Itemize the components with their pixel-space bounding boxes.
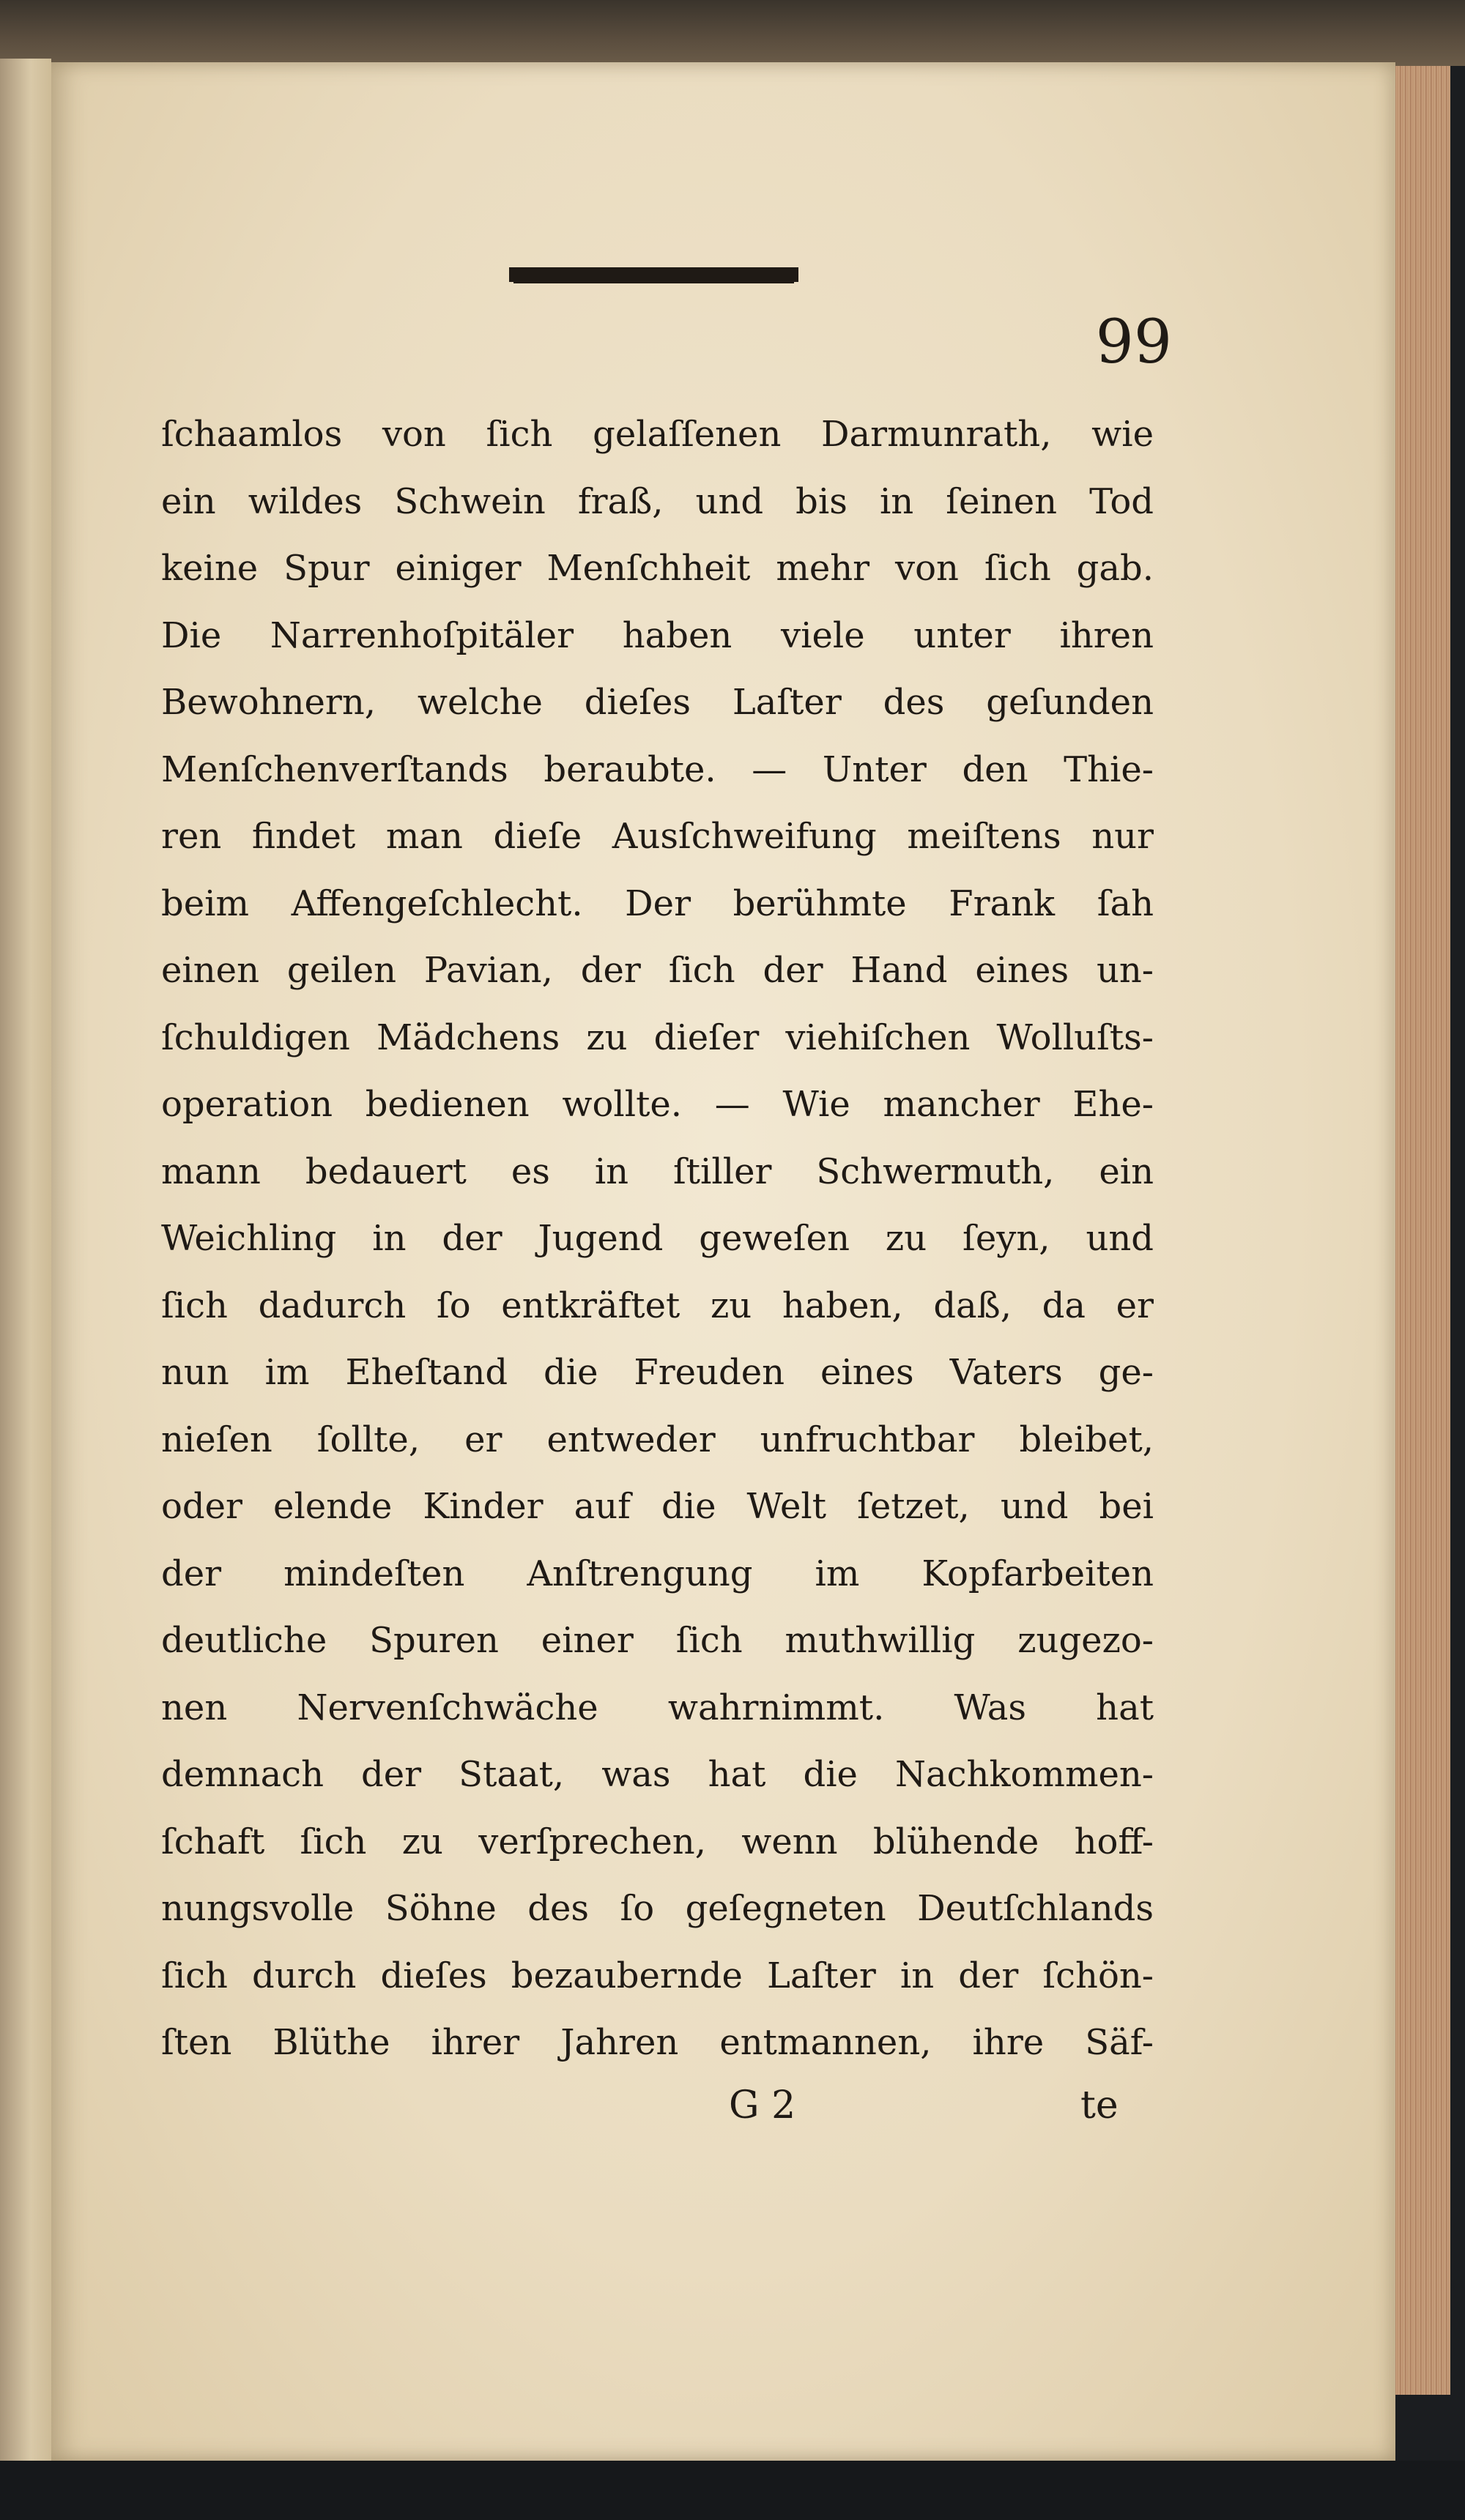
text-line: ein wildes Schwein fraß, und bis in ſeinen Tod [161,480,1154,522]
text-line: ſich durch dieſes bezaubernde Laſter in der ſchön- [161,1955,1154,1996]
text-line: demnach der Staat, was hat die Nachkommen- [161,1754,1154,1795]
signature-mark: G 2 [729,2084,796,2127]
text-line: ſchuldigen Mädchens zu dieſer viehiſchen Wolluſts- [161,1016,1154,1058]
text-line: operation bedienen wollte. — Wie mancher Ehe- [161,1084,1154,1125]
body-text [161,401,1154,2077]
text-line: nun im Eheſtand die Freuden eines Vaters ge- [161,1352,1154,1393]
facing-page-edge [0,59,51,2461]
text-line: ſchaft ſich zu verſprechen, wenn blühende hoff- [161,1821,1154,1862]
text-line: Die Narrenhoſpitäler haben viele unter ihren [161,614,1154,656]
text-line: keine Spur einiger Menſchheit mehr von ſich gab. [161,548,1154,589]
text-line: ren findet man dieſe Ausſchweifung meiſtens nur [161,816,1154,857]
text-line: nen Nervenſchwäche wahrnimmt. Was hat [161,1687,1154,1728]
text-line: beim Affengeſchlecht. Der berühmte Frank ſah [161,882,1154,924]
text-line: der mindeſten Anſtrengung im Kopfarbeiten [161,1553,1154,1594]
text-line: ſten Blüthe ihrer Jahren entmannen, ihre Säf- [161,2022,1154,2063]
text-line: mann bedauert es in ſtiller Schwermuth, ein [161,1151,1154,1192]
text-line: deutliche Spuren einer ſich muthwillig zugezo- [161,1620,1154,1661]
text-line: Weichling in der Jugend geweſen zu ſeyn, und [161,1218,1154,1259]
text-line: Menſchenverſtands beraubte. — Unter den Thie- [161,748,1154,790]
text-line: einen geilen Pavian, der ſich der Hand eines un- [161,950,1154,991]
text-line: ſchaamlos von ſich gelaſſenen Darmunrath, wie [161,414,1154,455]
text-line: nieſen ſollte, er entweder unfruchtbar bleibet, [161,1419,1154,1460]
page-number: 99 [1095,308,1172,377]
catchword: te [1080,2084,1119,2127]
text-line: ſich dadurch ſo entkräftet zu haben, daß, da er [161,1285,1154,1326]
book-cover-edge [0,0,1465,66]
page-edges [1392,66,1450,2395]
header-rule [509,267,798,282]
text-line: oder elende Kinder auf die Welt ſetzet, und bei [161,1486,1154,1527]
text-line: Bewohnern, welche dieſes Laſter des geſunden [161,682,1154,723]
scan-background [0,2461,1465,2520]
text-line: nungsvolle Söhne des ſo geſegneten Deutſchlands [161,1888,1154,1929]
